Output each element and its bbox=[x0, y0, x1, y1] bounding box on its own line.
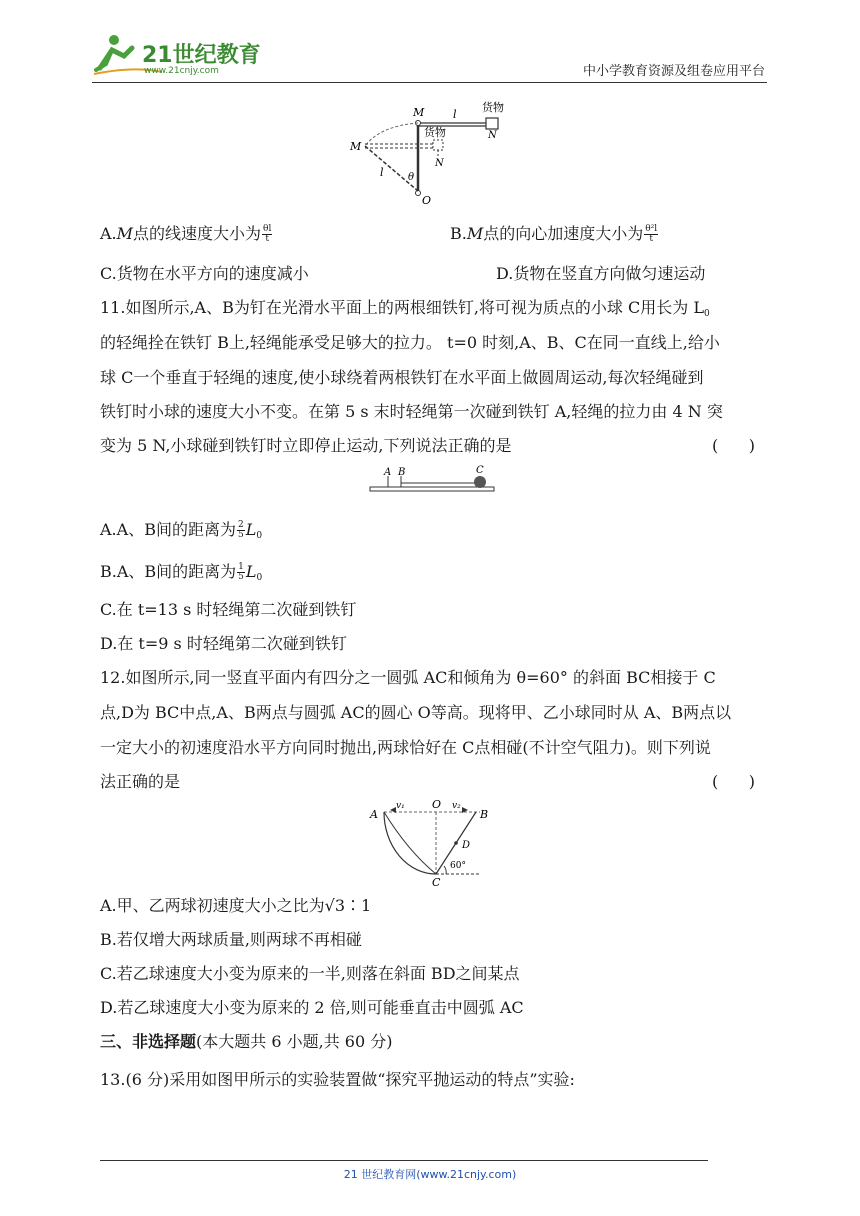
q10-choice-c: C.货物在水平方向的速度减小 bbox=[100, 264, 309, 283]
q11-line-2: 的轻绳拴在铁钉 B上,轻绳能承受足够大的拉力。 t=0 时刻,A、B、C在同一直线上,给小 bbox=[100, 333, 720, 352]
fig11-label-C: C bbox=[476, 465, 484, 476]
figure-q12 bbox=[368, 796, 498, 888]
fig10-label-M-top: M bbox=[413, 106, 425, 119]
q11-choice-c: C.在 t=13 s 时轻绳第二次碰到铁钉 bbox=[100, 600, 357, 619]
logo-text: 21世纪教育 bbox=[142, 43, 261, 68]
fig10-label-N-top: N bbox=[488, 130, 497, 141]
site-logo bbox=[92, 30, 262, 80]
q10-choice-a: A.M点的线速度大小为 $\frac{\theta l}{t}$ bbox=[100, 224, 272, 244]
fig10-label-M-left: M bbox=[350, 140, 362, 153]
q12-choice-c: C.若乙球速度大小变为原来的一半,则落在斜面 BD之间某点 bbox=[100, 964, 520, 983]
q11-choice-a: A.A、B间的距离为 $\frac{2}{5}$ $L_0$ bbox=[100, 520, 263, 541]
q10-choice-d: D.货物在竖直方向做匀速运动 bbox=[496, 264, 706, 283]
figure-q11 bbox=[368, 464, 498, 494]
fig12-label-A: A bbox=[370, 808, 378, 821]
q11-line-5: 变为 5 N,小球碰到铁钉时立即停止运动,下列说法正确的是 bbox=[100, 436, 512, 455]
q12-choice-a: A.甲、乙两球初速度大小之比为√3∶1 bbox=[100, 896, 372, 915]
footer-divider bbox=[100, 1160, 708, 1161]
fig12-label-B: B bbox=[480, 808, 489, 821]
fig10-label-cargo-mid: 货物 bbox=[424, 126, 446, 139]
q12-line-4: 法正确的是 bbox=[100, 772, 181, 791]
fig10-label-l-diag: l bbox=[380, 166, 384, 179]
fig10-label-cargo-top: 货物 bbox=[482, 101, 504, 114]
fig10-label-N-mid: N bbox=[435, 158, 444, 169]
fig11-label-A: A bbox=[384, 467, 392, 478]
header-divider bbox=[92, 82, 767, 83]
q11-line-3: 球 C一个垂直于轻绳的速度,使小球绕着两根铁钉在水平面上做圆周运动,每次轻绳碰到 bbox=[100, 368, 704, 387]
q11-line-1: 11.如图所示,A、B为钉在光滑水平面上的两根细铁钉,将可视为质点的小球 C用长为 $L_0$ bbox=[100, 298, 710, 319]
q12-answer-bracket: ( ) bbox=[712, 772, 755, 791]
q12-choice-b: B.若仅增大两球质量,则两球不再相碰 bbox=[100, 930, 362, 949]
fig12-label-C: C bbox=[432, 876, 441, 888]
fig11-label-B: B bbox=[398, 467, 406, 478]
q11-choice-b: B.A、B间的距离为 $\frac{1}{5}$ $L_0$ bbox=[100, 562, 263, 583]
fig10-label-O: O bbox=[422, 194, 432, 207]
fig10-label-theta: θ bbox=[408, 172, 415, 183]
q10-choice-b: B.M点的向心加速度大小为 $\frac{\text{θ²l}}{t}$ bbox=[450, 224, 658, 244]
section-3-heading: 三、非选择题(本大题共 6 小题,共 60 分) bbox=[100, 1032, 393, 1051]
q12-line-2: 点,D为 BC中点,A、B两点与圆弧 AC的圆心 O等高。现将甲、乙小球同时从 A、B两点以 bbox=[100, 703, 732, 722]
q11-line-4: 铁钉时小球的速度大小不变。在第 5 s 末时轻绳第一次碰到铁钉 A,轻绳的拉力由 4 N 突 bbox=[100, 402, 723, 421]
fig12-label-D: D bbox=[462, 840, 471, 851]
figure-q10 bbox=[340, 96, 520, 211]
q12-line-3: 一定大小的初速度沿水平方向同时抛出,两球恰好在 C点相碰(不计空气阻力)。则下列说 bbox=[100, 738, 711, 757]
logo-url: www.21cnjy.com bbox=[144, 66, 219, 76]
fig12-label-v1: v₁ bbox=[396, 801, 405, 811]
q11-choice-d: D.在 t=9 s 时轻绳第二次碰到铁钉 bbox=[100, 634, 347, 653]
footer-text: 21 世纪教育网(www.21cnjy.com) bbox=[343, 1168, 517, 1181]
q12-line-1: 12.如图所示,同一竖直平面内有四分之一圆弧 AC和倾角为 θ=60° 的斜面 BC相接于 C bbox=[100, 668, 716, 687]
q11-answer-bracket: ( ) bbox=[712, 436, 755, 455]
platform-name: 中小学教育资源及组卷应用平台 bbox=[582, 64, 765, 79]
fig10-label-l-top: l bbox=[453, 108, 457, 121]
fig12-label-v2: v₂ bbox=[452, 801, 461, 811]
q13-text: 13.(6 分)采用如图甲所示的实验装置做“探究平抛运动的特点”实验: bbox=[100, 1070, 575, 1089]
fig12-label-angle: 60° bbox=[450, 861, 466, 871]
fig12-label-O: O bbox=[432, 798, 442, 811]
q12-choice-d: D.若乙球速度大小变为原来的 2 倍,则可能垂直击中圆弧 AC bbox=[100, 998, 524, 1017]
